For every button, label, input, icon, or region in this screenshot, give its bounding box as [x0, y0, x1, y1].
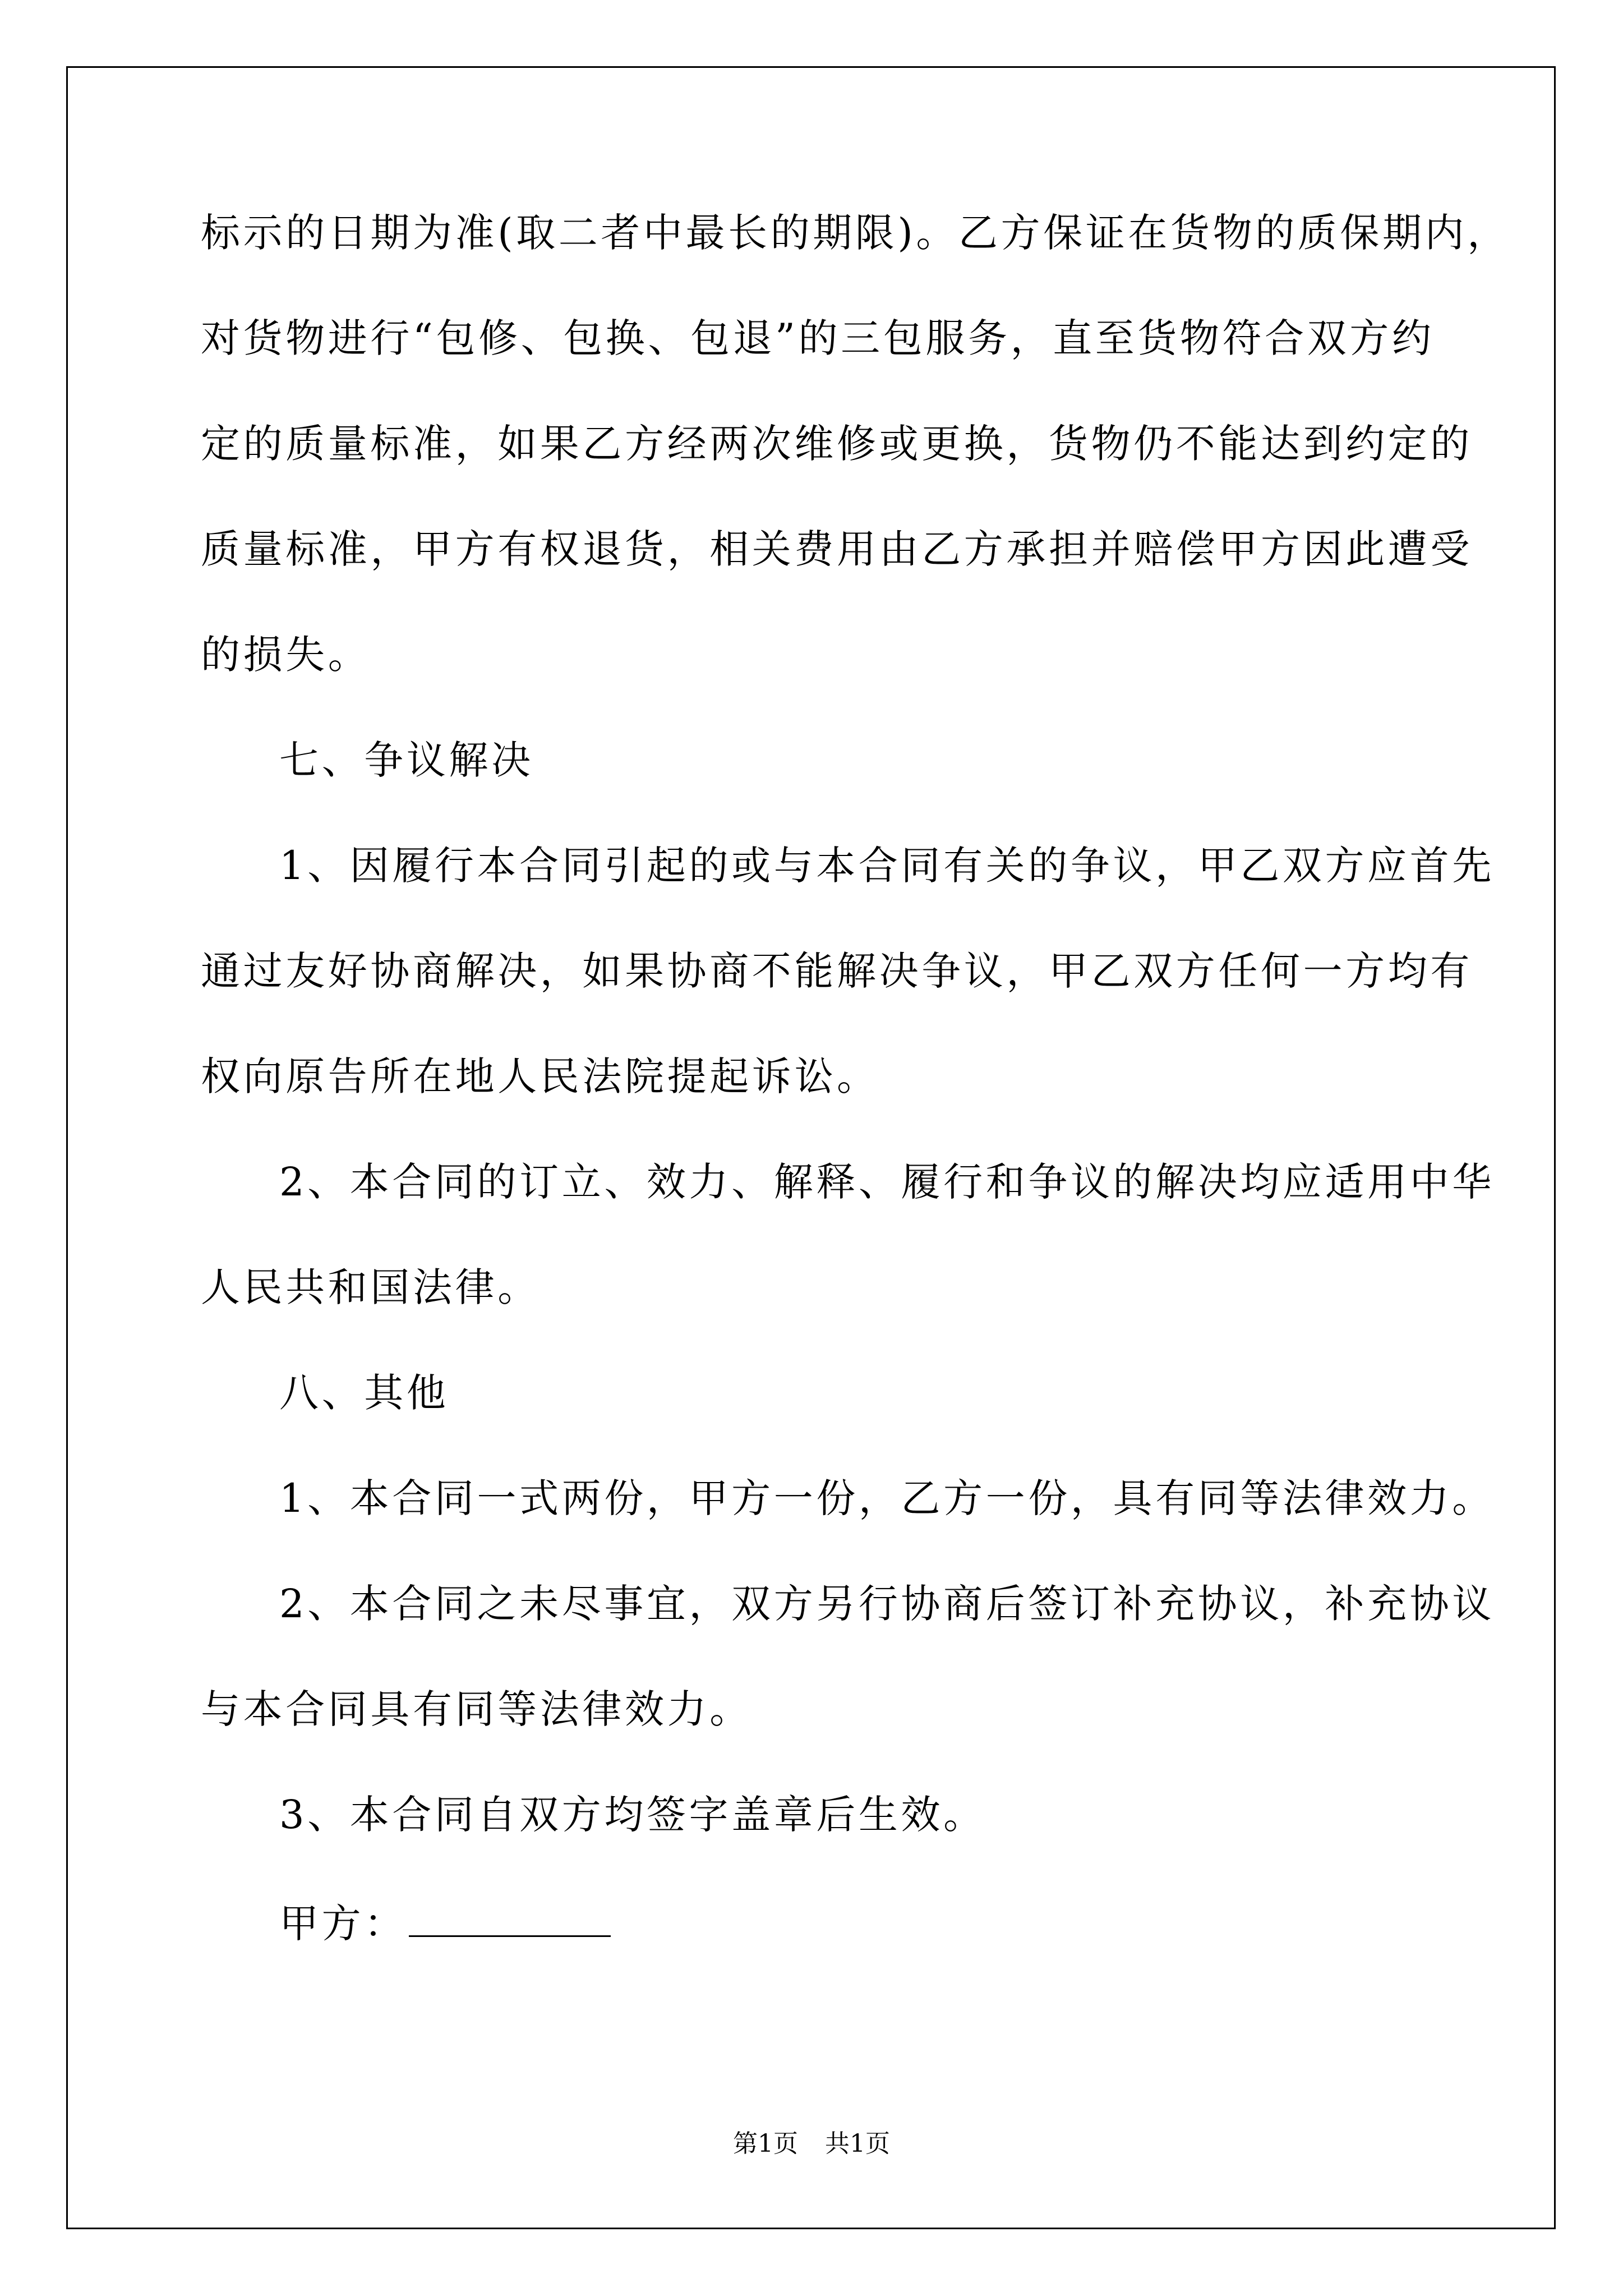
page-total: 共1页 [825, 2129, 890, 2158]
section-heading: 七、争议解决 [279, 737, 534, 783]
page-number: 第1页 [733, 2129, 798, 2158]
paragraph-line: 人民共和国法律。 [201, 1264, 540, 1310]
paragraph-line: 标示的日期为准(取二者中最长的期限)。乙方保证在货物的质保期内， [201, 210, 1510, 256]
signature-blank [409, 1901, 611, 1937]
paragraph-line: 权向原告所在地人民法院提起诉讼。 [201, 1053, 879, 1099]
paragraph-line: 1、因履行本合同引起的或与本合同有关的争议，甲乙双方应首先 [279, 843, 1495, 889]
paragraph-line: 通过友好协商解决，如果协商不能解决争议，甲乙双方任何一方均有 [201, 948, 1473, 994]
paragraph-line: 定的质量标准，如果乙方经两次维修或更换，货物仍不能达到约定的 [201, 421, 1473, 467]
paragraph-line: 质量标准，甲方有权退货，相关费用由乙方承担并赔偿甲方因此遭受 [201, 526, 1473, 572]
section-heading: 八、其他 [279, 1370, 449, 1416]
signature-line [279, 1901, 611, 1947]
signature-label: 甲方： [279, 1901, 407, 1947]
paragraph-line: 2、本合同之未尽事宜，双方另行协商后签订补充协议，补充协议 [279, 1581, 1495, 1627]
paragraph-line: 2、本合同的订立、效力、解释、履行和争议的解决均应适用中华 [279, 1159, 1495, 1205]
paragraph-line: 的损失。 [201, 632, 371, 678]
paragraph-line: 对货物进行“包修、包换、包退”的三包服务，直至货物符合双方约 [201, 315, 1435, 361]
page-footer [0, 2129, 1623, 2158]
paragraph-line: 与本合同具有同等法律效力。 [201, 1686, 752, 1732]
paragraph-line: 1、本合同一式两份，甲方一份，乙方一份，具有同等法律效力。 [279, 1475, 1495, 1521]
paragraph-line: 3、本合同自双方均签字盖章后生效。 [279, 1792, 986, 1838]
